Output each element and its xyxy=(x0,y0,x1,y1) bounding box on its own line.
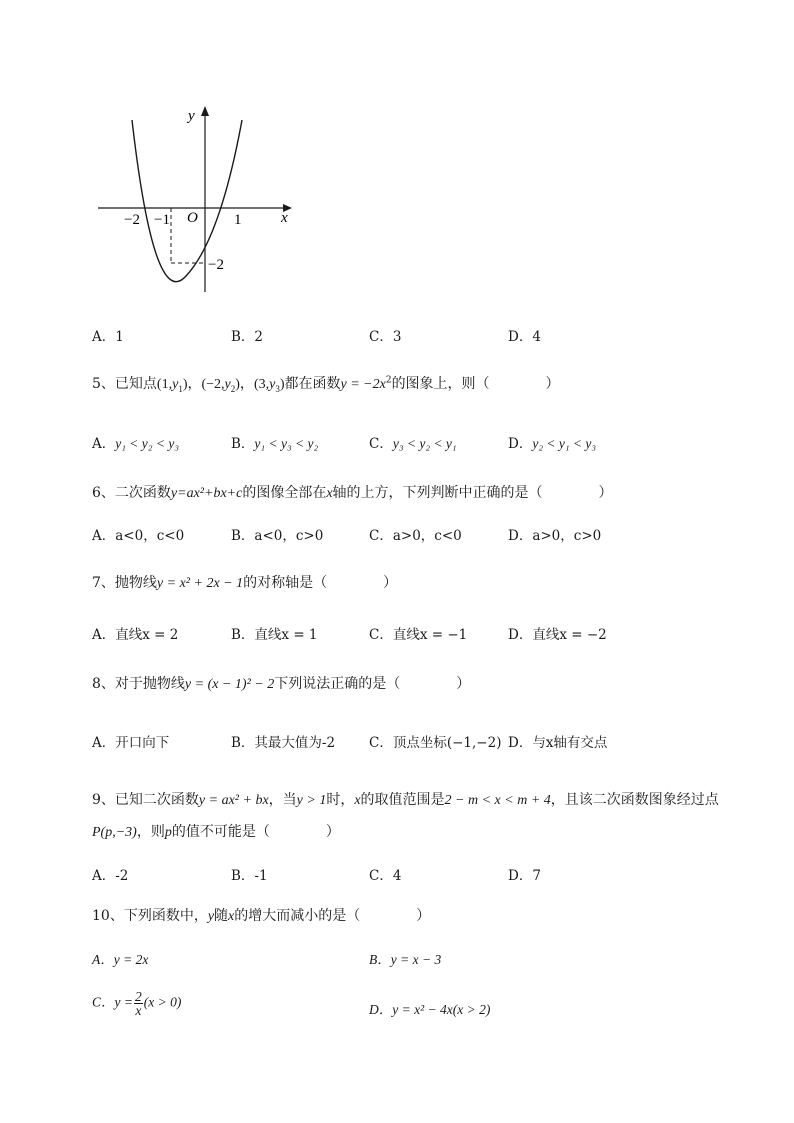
q7-option-b[interactable]: B．直线x = 1 xyxy=(231,627,318,643)
q7-expression: y = x² + 2x − 1 xyxy=(156,576,244,591)
q9-option-b[interactable]: B．-1 xyxy=(231,868,268,884)
q10-c-fraction: $\frac{2}{x}$ xyxy=(134,989,142,1018)
q8-expression: y = (x − 1)² − 2 xyxy=(184,677,275,692)
q5-stem xyxy=(92,373,560,394)
y-axis-label: y xyxy=(188,108,195,124)
tick-1: 1 xyxy=(234,212,242,228)
parabola-graph xyxy=(90,100,310,300)
q5-suffix: 的图象上，则（ ） xyxy=(391,376,560,392)
q9-expression: y = ax² + bx xyxy=(198,793,269,808)
q4-option-c[interactable]: C．3 xyxy=(369,329,402,345)
origin-label: O xyxy=(187,210,198,226)
parabola-curve xyxy=(132,120,242,282)
q8-stem: 8、对于抛物线y = (x − 1)² − 2下列说法正确的是（ ） xyxy=(92,676,471,692)
q5-option-c[interactable]: C．y₃ < y₂ < y₁ xyxy=(369,436,457,452)
q7-option-a[interactable]: A．直线x = 2 xyxy=(92,627,179,643)
q6-option-a[interactable]: A．a<0，c<0 xyxy=(92,528,185,544)
q4-option-d[interactable]: D．4 xyxy=(508,329,541,345)
q6-stem: 6、二次函数y=ax²+bx+c的图像全部在x轴的上方，下列判断中正确的是（ ） xyxy=(92,485,613,501)
q5-option-b[interactable]: B．y₁ < y₃ < y₂ xyxy=(231,436,319,452)
q9-option-a[interactable]: A．-2 xyxy=(92,868,129,884)
q6-option-d[interactable]: D．a>0，c>0 xyxy=(508,528,602,544)
q5-mid: 都在函数 xyxy=(284,376,341,392)
q9-stem-line2: P(p,−3)，则p的值不可能是（ ） xyxy=(92,824,340,840)
q5-option-d[interactable]: D．y₂ < y₁ < y₃ xyxy=(508,436,597,452)
q5-function: y = −2x xyxy=(340,377,386,392)
q10-option-d[interactable]: D．y = x² − 4x(x > 2) xyxy=(369,1002,491,1017)
q10-option-a[interactable]: A．y = 2x xyxy=(92,952,149,967)
q8-option-c[interactable]: C．顶点坐标(−1,−2) xyxy=(369,735,502,751)
y-axis-arrow xyxy=(201,106,209,116)
y-intercept-label: −2 xyxy=(208,257,224,273)
q8-option-b[interactable]: B．其最大值为-2 xyxy=(231,735,336,751)
q6-option-b[interactable]: B．a<0，c>0 xyxy=(231,528,324,544)
q9-range: 2 − m < x < m + 4 xyxy=(444,793,551,808)
q5-point-3: $(3,y_3)$ xyxy=(253,377,285,394)
q5-point-1: $(1,y_1)$， xyxy=(156,377,202,394)
q9-point: P(p,−3) xyxy=(92,825,137,840)
q9-option-d[interactable]: D．7 xyxy=(508,868,541,884)
q7-stem: 7、抛物线y = x² + 2x − 1的对称轴是（ ） xyxy=(92,575,398,591)
q10-stem: 10、下列函数中，y随x的增大而减小的是（ ） xyxy=(92,908,431,924)
q10-option-b[interactable]: B．y = x − 3 xyxy=(369,952,442,967)
q5-point-2: $(-2,y_2)$， xyxy=(201,377,254,394)
q4-option-a[interactable]: A．1 xyxy=(92,329,124,345)
tick-neg1: −1 xyxy=(154,212,170,228)
q7-option-d[interactable]: D．直线x = −2 xyxy=(508,627,607,643)
q7-option-c[interactable]: C．直线x = −1 xyxy=(369,627,468,643)
q9-option-c[interactable]: C．4 xyxy=(369,868,402,884)
q5-function-exp: 2 xyxy=(385,375,392,386)
x-axis-label: x xyxy=(281,210,288,226)
q6-expression: y=ax²+bx+c xyxy=(170,486,243,501)
q6-option-c[interactable]: C．a>0，c<0 xyxy=(369,528,462,544)
q5-option-a[interactable]: A．y₁ < y₂ < y₃ xyxy=(92,436,180,452)
tick-neg2: −2 xyxy=(124,212,140,228)
q4-option-b[interactable]: B．2 xyxy=(231,329,264,345)
q8-option-d[interactable]: D．与x轴有交点 xyxy=(508,735,608,751)
q9-stem-line1: 9、已知二次函数y = ax² + bx，当y > 1时，x的取值范围是2 − m < x < m + 4，且该二次函数图象经过点 xyxy=(92,792,719,808)
q8-option-a[interactable]: A．开口向下 xyxy=(92,735,170,751)
q5-prefix: 5、已知点 xyxy=(92,376,157,392)
q10-option-c[interactable]: C．y = $\frac{2}{x}$ (x > 0) xyxy=(92,989,182,1018)
